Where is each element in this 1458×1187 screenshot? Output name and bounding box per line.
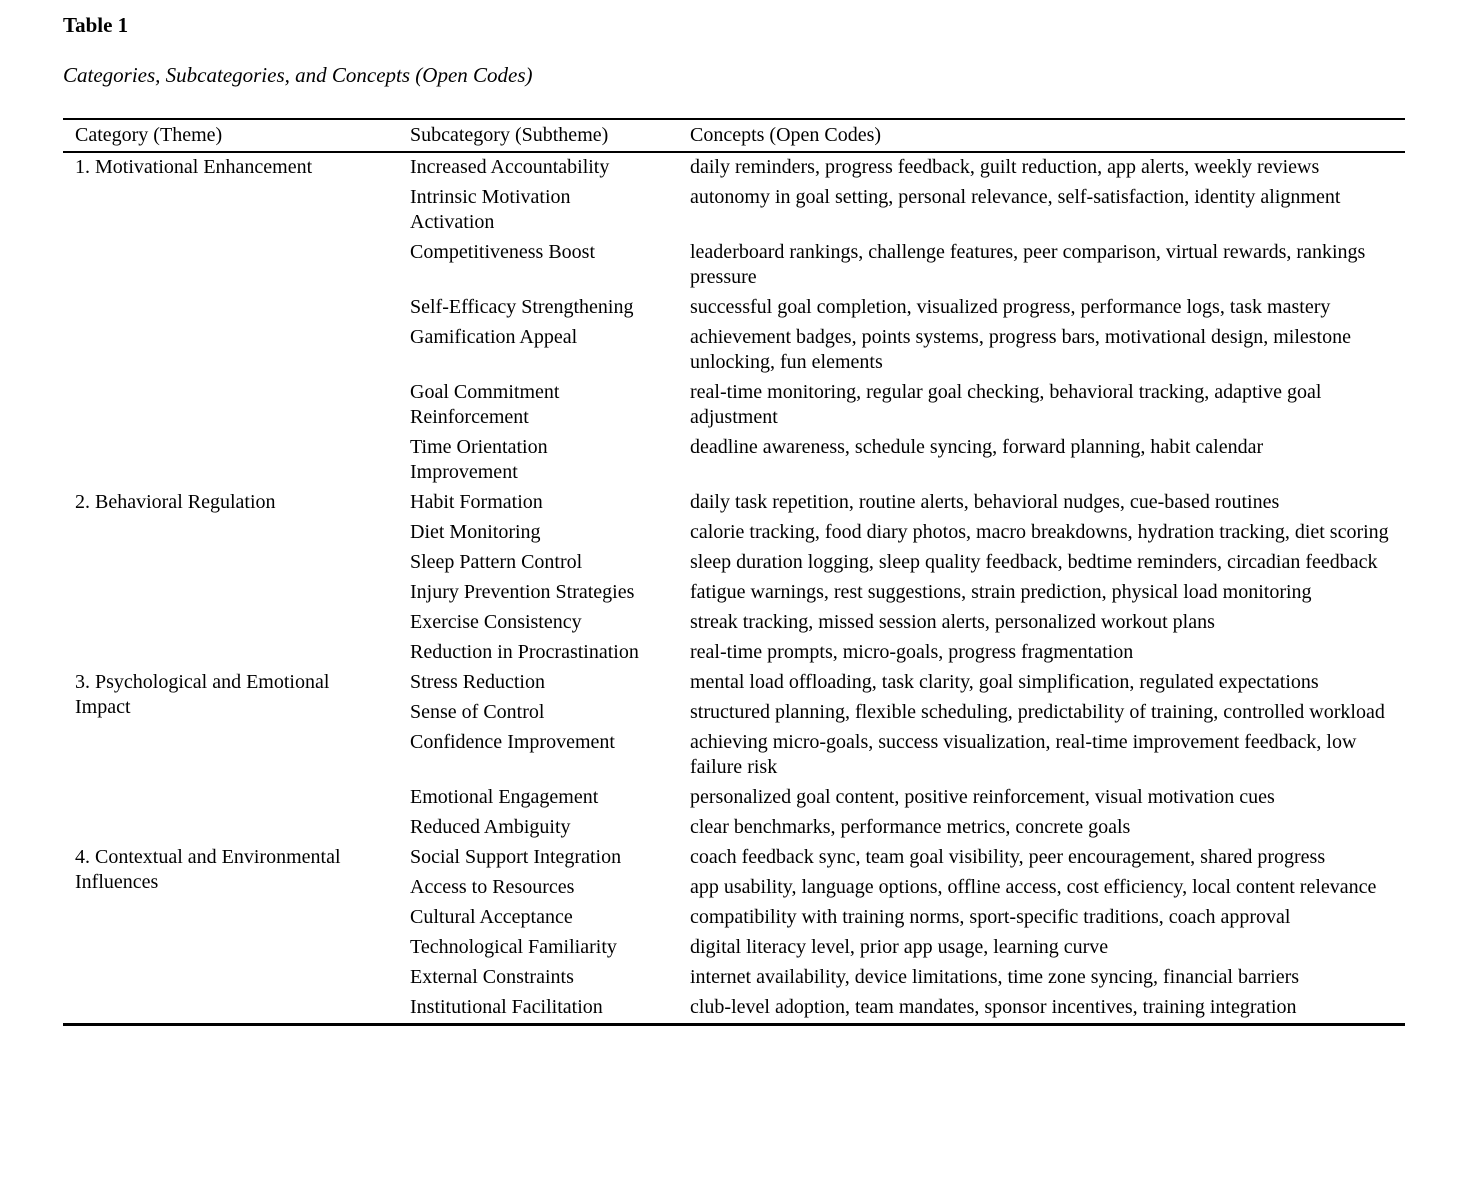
subcategory-cell: Habit Formation	[410, 491, 543, 513]
concepts-cell: personalized goal content, positive reinforcement, visual motivation cues	[690, 786, 1275, 808]
concepts-cell: autonomy in goal setting, personal relevance, self-satisfaction, identity alignment	[690, 186, 1341, 208]
concepts-cell: sleep duration logging, sleep quality feedback, bedtime reminders, circadian feedback	[690, 551, 1378, 573]
table-header	[63, 119, 1405, 152]
concepts-cell: real-time monitoring, regular goal checking, behavioral tracking, adaptive goal adjustment	[690, 381, 1322, 428]
concepts-cell: compatibility with training norms, sport-specific traditions, coach approval	[690, 906, 1291, 928]
subcategory-cell: Competitiveness Boost	[410, 241, 595, 263]
concepts-cell: leaderboard rankings, challenge features, peer comparison, virtual rewards, rankings pressure	[690, 241, 1366, 288]
concepts-cell: fatigue warnings, rest suggestions, strain prediction, physical load monitoring	[690, 581, 1312, 603]
subcategory-cell: Confidence Improvement	[410, 731, 615, 753]
table-row	[63, 843, 1405, 873]
concepts-cell: app usability, language options, offline access, cost efficiency, local content relevance	[690, 876, 1377, 898]
category-cell: 2. Behavioral Regulation	[75, 491, 276, 513]
concepts-cell: daily task repetition, routine alerts, behavioral nudges, cue-based routines	[690, 491, 1280, 513]
header-subcategory: Subcategory (Subtheme)	[398, 119, 678, 152]
header-category: Category (Theme)	[63, 119, 398, 152]
table-number: Table 1	[63, 13, 129, 37]
subcategory-cell: Stress Reduction	[410, 671, 545, 693]
concepts-cell: daily reminders, progress feedback, guilt reduction, app alerts, weekly reviews	[690, 156, 1320, 178]
concepts-cell: structured planning, flexible scheduling, predictability of training, controlled workload	[690, 701, 1385, 723]
subcategory-cell: Sleep Pattern Control	[410, 551, 583, 573]
concepts-cell: mental load offloading, task clarity, goal simplification, regulated expectations	[690, 671, 1319, 693]
subcategory-cell: Reduction in Procrastination	[410, 641, 639, 663]
subcategory-cell: Increased Accountability	[410, 156, 610, 178]
category-cell: 3. Psychological and Emotional Impact	[75, 671, 330, 718]
header-concepts: Concepts (Open Codes)	[678, 119, 1405, 152]
subcategory-cell: Exercise Consistency	[410, 611, 582, 633]
subcategory-cell: Reduced Ambiguity	[410, 816, 571, 838]
subcategory-cell: Time Orientation Improvement	[410, 436, 548, 483]
subcategory-cell: Self-Efficacy Strengthening	[410, 296, 634, 318]
concepts-cell: successful goal completion, visualized progress, performance logs, task mastery	[690, 296, 1331, 318]
subcategory-cell: Institutional Facilitation	[410, 996, 603, 1018]
concepts-cell: internet availability, device limitations, time zone syncing, financial barriers	[690, 966, 1300, 988]
concepts-cell: real-time prompts, micro-goals, progress fragmentation	[690, 641, 1134, 663]
subcategory-cell: Intrinsic Motivation Activation	[410, 186, 571, 233]
category-cell: 4. Contextual and Environmental Influences	[75, 846, 341, 893]
subcategory-cell: Social Support Integration	[410, 846, 622, 868]
open-codes-table	[63, 118, 1405, 1026]
table-caption: Categories, Subcategories, and Concepts (Open Codes)	[63, 63, 533, 87]
category-cell: 1. Motivational Enhancement	[75, 156, 313, 178]
subcategory-cell: Access to Resources	[410, 876, 575, 898]
concepts-cell: deadline awareness, schedule syncing, forward planning, habit calendar	[690, 436, 1264, 458]
subcategory-cell: External Constraints	[410, 966, 574, 988]
subcategory-cell: Cultural Acceptance	[410, 906, 573, 928]
subcategory-cell: Gamification Appeal	[410, 326, 578, 348]
subcategory-cell: Goal Commitment Reinforcement	[410, 381, 560, 428]
subcategory-cell: Diet Monitoring	[410, 521, 541, 543]
concepts-cell: club-level adoption, team mandates, sponsor incentives, training integration	[690, 996, 1297, 1018]
concepts-cell: achievement badges, points systems, progress bars, motivational design, milestone unlocking, fun elements	[690, 326, 1351, 373]
table-row	[63, 152, 1405, 183]
subcategory-cell: Injury Prevention Strategies	[410, 581, 635, 603]
concepts-cell: calorie tracking, food diary photos, macro breakdowns, hydration tracking, diet scoring	[690, 521, 1389, 543]
table-row	[63, 668, 1405, 698]
concepts-cell: coach feedback sync, team goal visibility, peer encouragement, shared progress	[690, 846, 1326, 868]
table-row	[63, 488, 1405, 518]
table-body	[63, 152, 1405, 1025]
concepts-cell: achieving micro-goals, success visualization, real-time improvement feedback, low failure risk	[690, 731, 1357, 778]
subcategory-cell: Technological Familiarity	[410, 936, 617, 958]
concepts-cell: clear benchmarks, performance metrics, concrete goals	[690, 816, 1131, 838]
subcategory-cell: Sense of Control	[410, 701, 545, 723]
concepts-cell: streak tracking, missed session alerts, personalized workout plans	[690, 611, 1215, 633]
header-row	[63, 119, 1405, 152]
subcategory-cell: Emotional Engagement	[410, 786, 599, 808]
concepts-cell: digital literacy level, prior app usage, learning curve	[690, 936, 1109, 958]
